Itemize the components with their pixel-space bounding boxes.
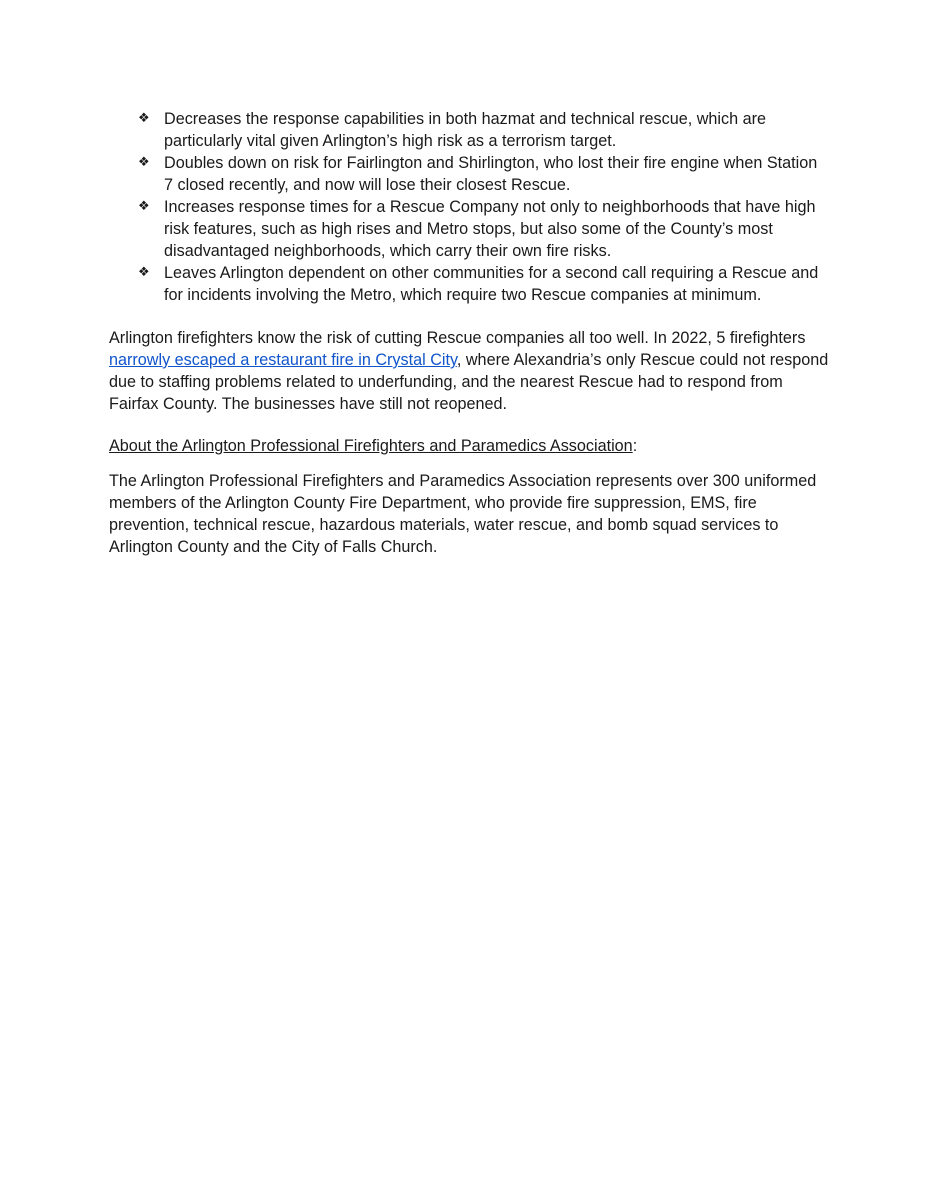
about-heading-colon: : bbox=[632, 437, 638, 455]
risk-bullet-list bbox=[109, 108, 829, 306]
bullet-text: Decreases the response capabilities in both hazmat and technical rescue, which are particularly vital given Arlington’s high risk as a terrorism target. bbox=[164, 110, 766, 150]
bullet-item-response-capabilities bbox=[109, 108, 829, 152]
diamond-bullet-icon: ❖ bbox=[138, 199, 150, 214]
paragraph-text-after-link: , where Alexandria’s only Rescue could not respond due to staffing problems related to underfunding, and the nearest Rescue had to respond from Fairfax County. The businesses have still not reopened. bbox=[109, 351, 829, 413]
bullet-item-dependence bbox=[109, 262, 829, 306]
about-body-paragraph: The Arlington Professional Firefighters and Paramedics Association represents over 300 uniformed members of the Arlington County Fire Department, who provide fire suppression, EMS, fire prevention, technical rescue, hazardous materials, water rescue, and bomb squad services to Arlington County and the City of Falls Church. bbox=[109, 472, 817, 556]
bullet-text: Doubles down on risk for Fairlington and Shirlington, who lost their fire engine when Station 7 closed recently, and now will lose their closest Rescue. bbox=[164, 154, 818, 194]
diamond-bullet-icon: ❖ bbox=[138, 111, 150, 126]
bullet-text: Leaves Arlington dependent on other communities for a second call requiring a Rescue and for incidents involving the Metro, which require two Rescue companies at minimum. bbox=[164, 264, 819, 304]
crystal-city-paragraph bbox=[109, 327, 829, 415]
about-heading bbox=[109, 435, 829, 457]
crystal-city-fire-link[interactable]: narrowly escaped a restaurant fire in Crystal City bbox=[109, 351, 457, 369]
about-heading-text: About the Arlington Professional Firefighters and Paramedics Association bbox=[109, 437, 633, 455]
diamond-bullet-icon: ❖ bbox=[138, 155, 150, 170]
document-content bbox=[109, 108, 829, 558]
bullet-item-response-times bbox=[109, 196, 829, 262]
bullet-text: Increases response times for a Rescue Company not only to neighborhoods that have high risk features, such as high rises and Metro stops, but also some of the County’s most disadvantaged neighborhoods, which carry their own fire risks. bbox=[164, 198, 816, 260]
diamond-bullet-icon: ❖ bbox=[138, 265, 150, 280]
paragraph-text-before-link: Arlington firefighters know the risk of cutting Rescue companies all too well. In 2022, 5 firefighters bbox=[109, 329, 806, 347]
bullet-item-fairlington-risk bbox=[109, 152, 829, 196]
